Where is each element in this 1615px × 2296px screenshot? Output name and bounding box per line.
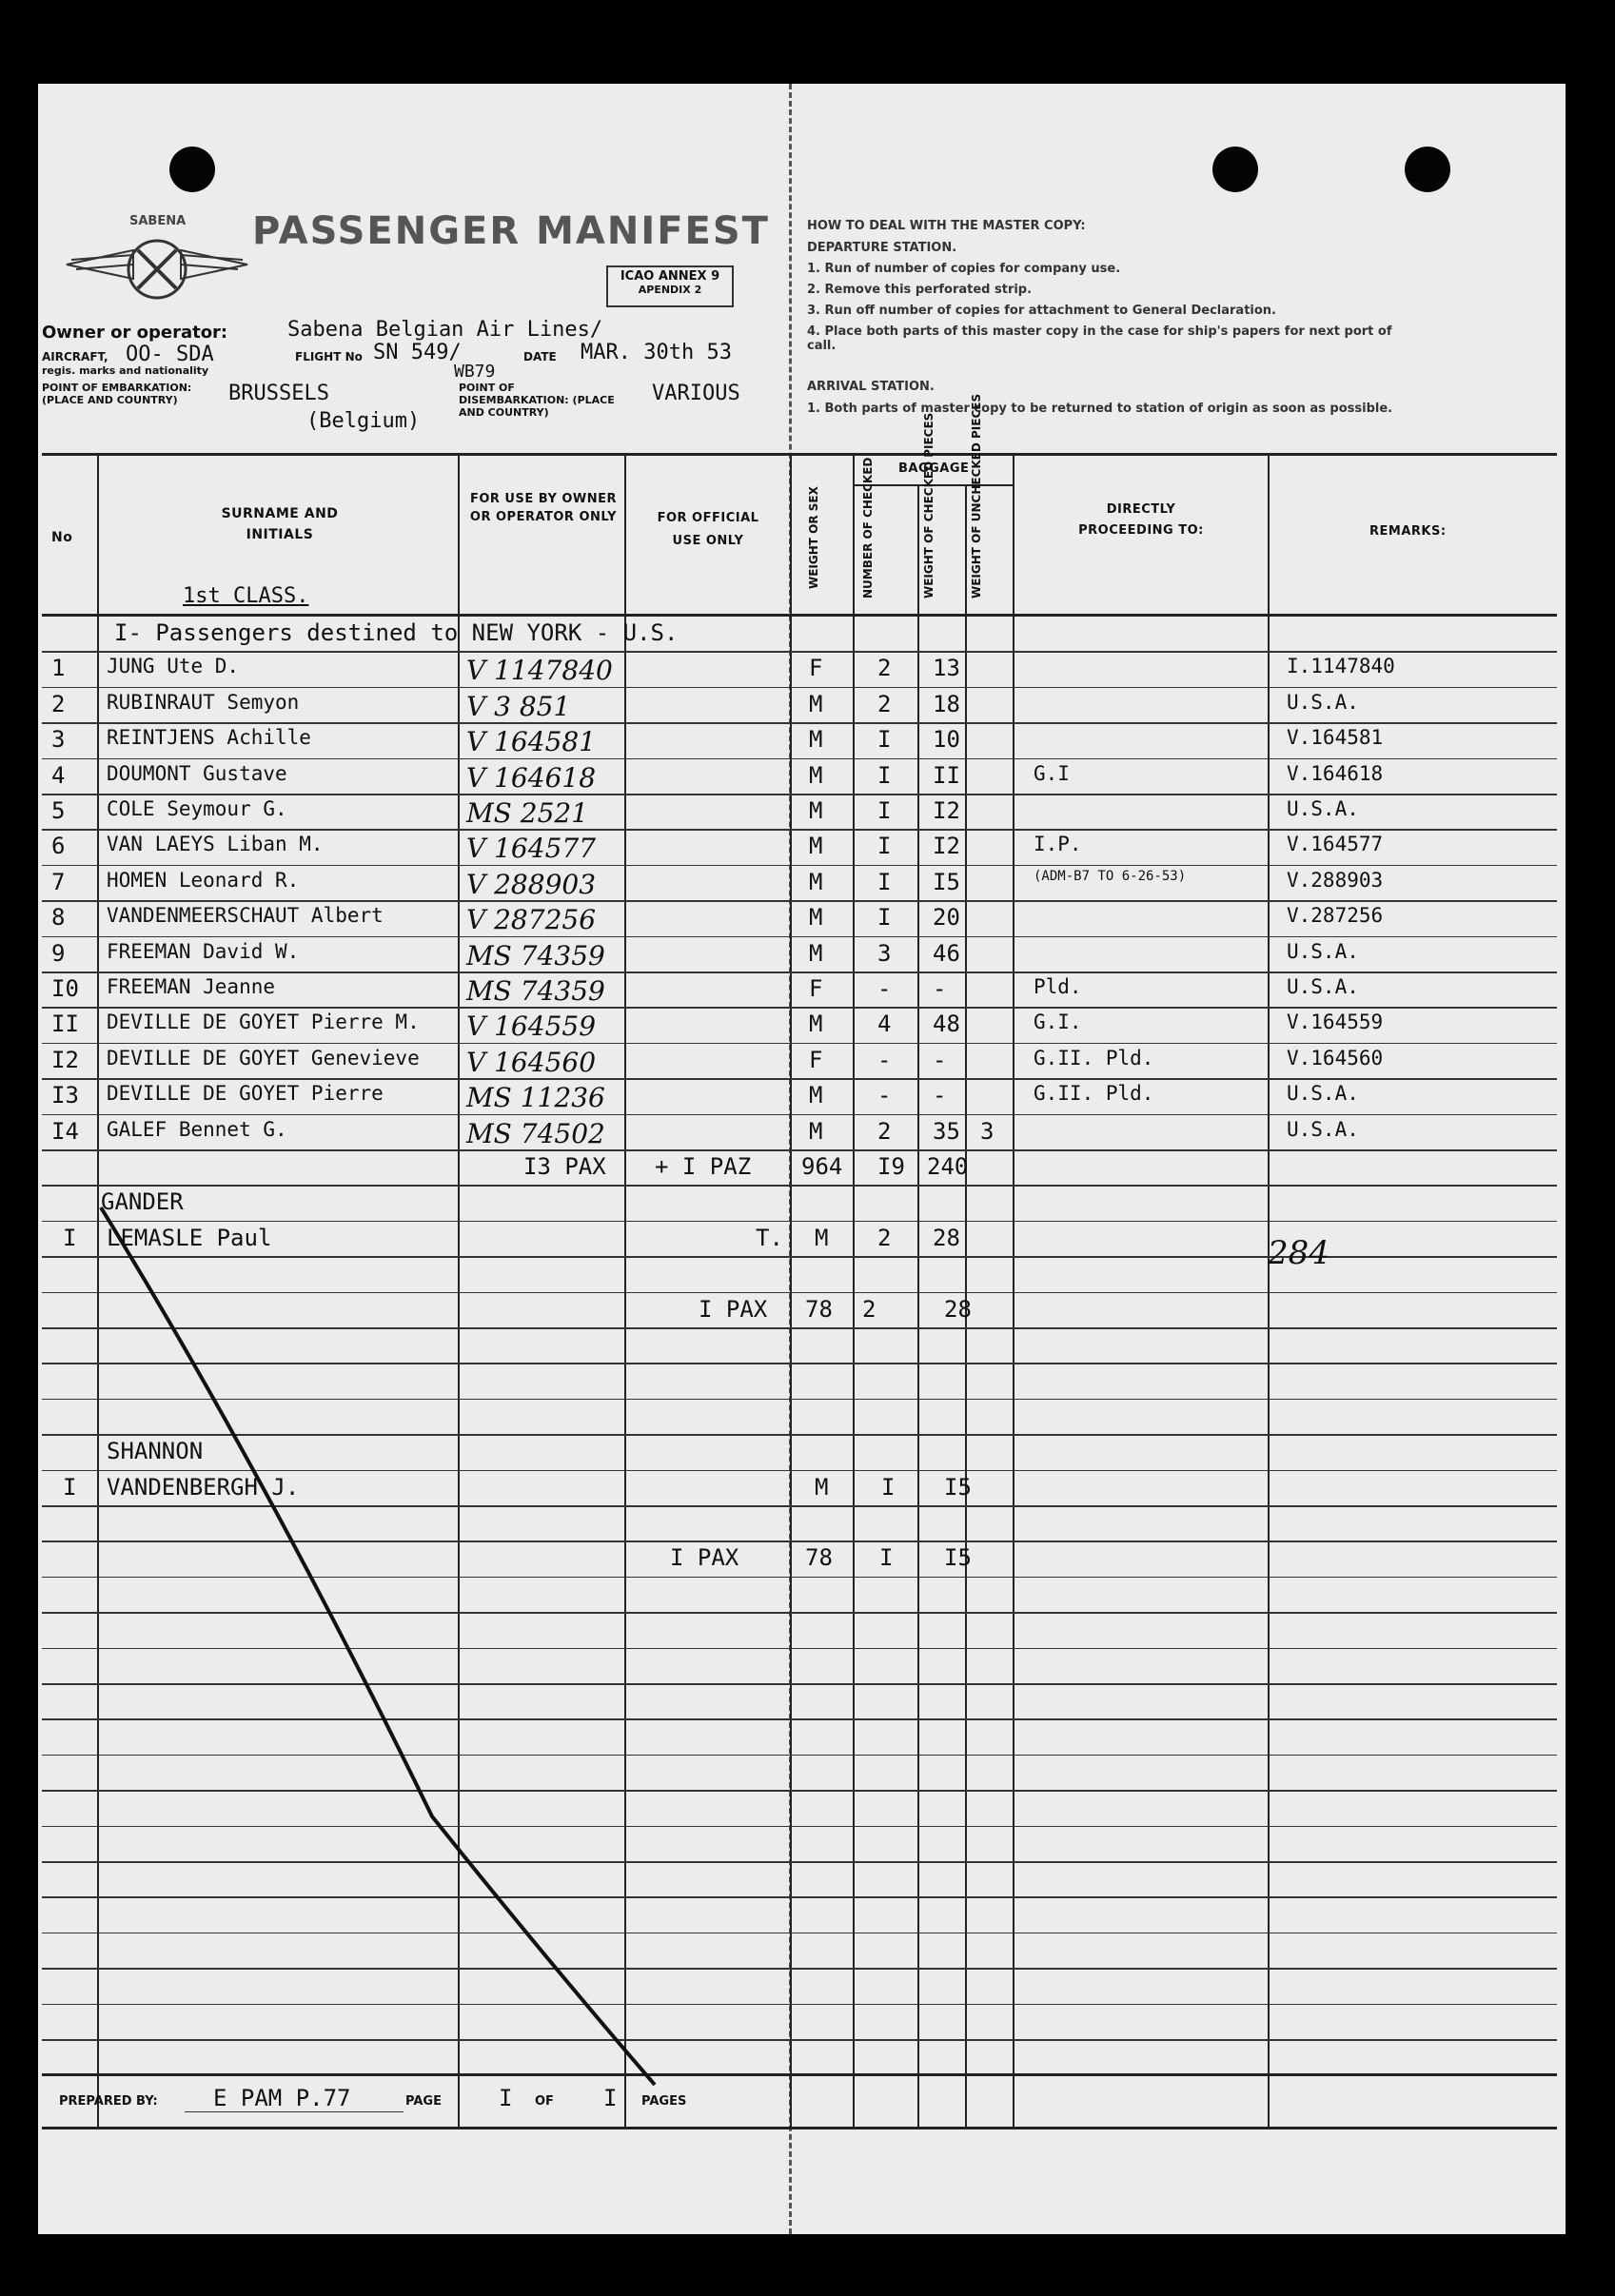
flight-extra: WB79 — [454, 362, 496, 382]
directly-proceeding: G.I. — [1034, 1011, 1082, 1034]
date-value: MAR. 30th 53 — [581, 341, 732, 364]
checked-weight: II — [933, 761, 960, 789]
remark: U.S.A. — [1287, 975, 1359, 998]
handwritten-visa: MS 74359 — [466, 939, 605, 971]
handwritten-visa: V 164577 — [466, 833, 597, 865]
prepared-value: E PAM P.77 — [213, 2085, 351, 2111]
total-official: I PAX — [670, 1544, 739, 1572]
checked-weight: I2 — [933, 797, 960, 824]
handwritten-visa: V 3 851 — [466, 690, 571, 722]
owner-value: Sabena Belgian Air Lines/ — [287, 318, 603, 342]
passenger-name: FREEMAN David W. — [107, 939, 300, 963]
checked-weight: 35 — [933, 1117, 960, 1145]
passenger-sex: M — [809, 726, 823, 754]
checked-weight: 28 — [933, 1224, 960, 1251]
handwritten-visa: V 288903 — [466, 868, 597, 900]
col-weight-unchecked: WEIGHT OF UNCHECKED PIECES — [970, 393, 983, 599]
remark: U.S.A. — [1287, 797, 1359, 820]
aircraft-label: AIRCRAFT, — [42, 350, 108, 363]
passenger-sex: M — [809, 904, 823, 932]
passenger-sex: M — [815, 1473, 829, 1501]
checked-count: I — [877, 761, 892, 789]
row-number: I2 — [51, 1046, 79, 1073]
directly-proceeding: (ADM-B7 TO 6-26-53) — [1034, 868, 1187, 884]
passenger-sex: M — [809, 797, 823, 824]
page-label: PAGE — [405, 2094, 442, 2109]
pages-label: PAGES — [641, 2094, 687, 2109]
checked-weight: - — [933, 975, 947, 1002]
col-owner-use: FOR USE BY OWNER OR OPERATOR ONLY — [469, 492, 618, 524]
remark: V.287256 — [1287, 904, 1384, 928]
row-number: 7 — [51, 868, 66, 895]
row-number: 1 — [51, 655, 66, 682]
remark: V.164577 — [1287, 833, 1384, 856]
aircraft-sub: regis. marks and nationality — [42, 364, 209, 377]
row-number: I0 — [51, 975, 79, 1002]
disembark-value: VARIOUS — [652, 382, 740, 405]
handwritten-visa: V 164618 — [466, 761, 597, 794]
passenger-sex: F — [809, 975, 823, 1002]
flight-label: FLIGHT No — [295, 350, 363, 363]
official-mark: T. — [756, 1224, 783, 1251]
checked-weight: - — [933, 1082, 947, 1109]
of-label: OF — [535, 2094, 554, 2109]
remark: V.164581 — [1287, 726, 1384, 750]
prepared-label: PREPARED BY: — [59, 2094, 158, 2109]
handwritten-visa: V 164560 — [466, 1046, 597, 1078]
checked-weight: 10 — [933, 726, 960, 754]
passenger-name: VANDENBERGH J. — [107, 1473, 300, 1501]
checked-count: I — [877, 833, 892, 860]
passenger-name: VANDENMEERSCHAUT Albert — [107, 904, 384, 928]
total-checked-weight: 240 — [927, 1153, 969, 1180]
section-heading: I- Passengers destined to NEW YORK - U.S. — [114, 619, 679, 646]
punch-hole — [1212, 147, 1258, 192]
prepared-underline — [185, 2111, 404, 2112]
passenger-sex: M — [809, 1117, 823, 1145]
embark-country: (Belgium) — [306, 409, 421, 433]
row-number: 3 — [51, 726, 66, 754]
total-count: I9 — [877, 1153, 905, 1180]
passenger-name: COLE Seymour G. — [107, 797, 287, 820]
remark: V.164560 — [1287, 1046, 1384, 1070]
passenger-sex: M — [809, 1082, 823, 1109]
checked-count: I — [877, 797, 892, 824]
page-title: PASSENGER MANIFEST — [252, 209, 770, 253]
passenger-name: HOMEN Leonard R. — [107, 868, 300, 892]
checked-weight: I2 — [933, 833, 960, 860]
directly-proceeding: G.II. Pld. — [1034, 1082, 1154, 1106]
handwritten-visa: V 287256 — [466, 904, 597, 936]
passenger-name: DEVILLE DE GOYET Pierre M. — [107, 1011, 420, 1034]
row-number: I — [63, 1224, 77, 1251]
row-number: 5 — [51, 797, 66, 824]
checked-count: - — [877, 975, 892, 1002]
handwritten-annotation: 284 — [1268, 1233, 1329, 1272]
passenger-sex: F — [809, 655, 823, 682]
remark: V.288903 — [1287, 868, 1384, 892]
unchecked-weight: 3 — [980, 1117, 995, 1145]
col-official: FOR OFFICIAL USE ONLY — [657, 511, 759, 548]
col-weight-checked: WEIGHT OF CHECKED PIECES — [922, 412, 936, 599]
remark: V.164618 — [1287, 761, 1384, 785]
passenger-name: GALEF Bennet G. — [107, 1117, 287, 1141]
total-checked-weight: I5 — [944, 1544, 972, 1572]
section-heading: SHANNON — [107, 1438, 204, 1465]
directly-proceeding: Pld. — [1034, 975, 1082, 998]
aircraft-value: OO- SDA — [126, 343, 214, 366]
passenger-sex: M — [809, 868, 823, 895]
total-weight: 78 — [805, 1544, 833, 1572]
page-value: I — [499, 2085, 513, 2111]
passenger-name: LEMASLE Paul — [107, 1224, 272, 1251]
passenger-sex: F — [809, 1046, 823, 1073]
handwritten-visa: MS 74502 — [466, 1117, 605, 1149]
row-number: I — [63, 1473, 77, 1501]
owner-label: Owner or operator: — [42, 323, 228, 343]
checked-count: 2 — [877, 690, 892, 717]
col-num-checked: NUMBER OF CHECKED — [861, 457, 875, 599]
handwritten-visa: MS 11236 — [466, 1082, 605, 1114]
instruction-item: 4. Place both parts of this master copy in the case for ship's papers for next port of call. — [807, 324, 1392, 353]
row-number: 2 — [51, 690, 66, 717]
checked-count: I — [877, 726, 892, 754]
passenger-sex: M — [815, 1224, 829, 1251]
manifest-sheet — [38, 84, 1566, 2234]
passenger-name: DEVILLE DE GOYET Genevieve — [107, 1046, 420, 1070]
checked-count: I — [881, 1473, 896, 1501]
col-baggage: BAGGAGE — [898, 461, 970, 476]
embark-value: BRUSSELS — [228, 382, 329, 405]
checked-count: 4 — [877, 1011, 892, 1038]
passenger-sex: M — [809, 833, 823, 860]
instructions-heading: HOW TO DEAL WITH THE MASTER COPY: — [807, 219, 1086, 233]
col-directly: DIRECTLY PROCEEDING TO: — [1078, 502, 1204, 538]
instruction-item: 3. Run off number of copies for attachment to General Declaration. — [807, 304, 1276, 318]
passenger-sex: M — [809, 690, 823, 717]
row-number: I3 — [51, 1082, 79, 1109]
arrival-station: ARRIVAL STATION. — [807, 380, 935, 394]
icao-annex: ICAO ANNEX 9 — [620, 269, 720, 284]
checked-count: 2 — [877, 655, 892, 682]
handwritten-visa: V 164559 — [466, 1011, 597, 1043]
handwritten-visa: V 164581 — [466, 726, 597, 758]
remark: U.S.A. — [1287, 690, 1359, 714]
row-number: 8 — [51, 904, 66, 932]
checked-count: I — [877, 904, 892, 932]
passenger-name: FREEMAN Jeanne — [107, 975, 276, 998]
row-number: I4 — [51, 1117, 79, 1145]
row-number: II — [51, 1011, 79, 1038]
directly-proceeding: G.II. Pld. — [1034, 1046, 1154, 1070]
total-owner: I3 PAX — [523, 1153, 606, 1180]
checked-count: 2 — [877, 1117, 892, 1145]
remark: U.S.A. — [1287, 939, 1359, 963]
total-count: 2 — [862, 1295, 876, 1323]
checked-weight: 18 — [933, 690, 960, 717]
passenger-sex: M — [809, 1011, 823, 1038]
class-label: 1st CLASS. — [183, 584, 309, 608]
embark-label: POINT OF EMBARKATION: (PLACE AND COUNTRY) — [42, 382, 192, 406]
checked-weight: 48 — [933, 1011, 960, 1038]
instruction-item: 2. Remove this perforated strip. — [807, 283, 1033, 297]
passenger-name: RUBINRAUT Semyon — [107, 690, 300, 714]
arrival-item: 1. Both parts of master copy to be returned to station of origin as soon as possible. — [807, 402, 1393, 416]
passenger-name: JUNG Ute D. — [107, 655, 240, 678]
col-weight-sex: WEIGHT OR SEX — [807, 486, 820, 589]
passenger-name: DEVILLE DE GOYET Pierre — [107, 1082, 384, 1106]
directly-proceeding: I.P. — [1034, 833, 1082, 856]
row-number: 6 — [51, 833, 66, 860]
total-official: I PAX — [699, 1295, 768, 1323]
total-count: I — [879, 1544, 894, 1572]
handwritten-visa: V 1147840 — [466, 655, 613, 687]
checked-weight: I5 — [933, 868, 960, 895]
logo-text: SABENA — [129, 214, 187, 228]
handwritten-visa: MS 2521 — [466, 797, 589, 829]
instruction-item: 1. Run of number of copies for company use. — [807, 262, 1121, 276]
section-heading: GANDER — [101, 1188, 184, 1216]
icao-appendix: APENDIX 2 — [638, 284, 702, 296]
checked-count: 2 — [877, 1224, 892, 1251]
checked-weight: 20 — [933, 904, 960, 932]
handwritten-visa: MS 74359 — [466, 975, 605, 1007]
checked-count: - — [877, 1082, 892, 1109]
disembark-label: POINT OF DISEMBARKATION: (PLACE AND COUNTRY) — [459, 382, 615, 419]
checked-weight: 13 — [933, 655, 960, 682]
row-number: 4 — [51, 761, 66, 789]
row-number: 9 — [51, 939, 66, 967]
remark: I.1147840 — [1287, 655, 1395, 678]
checked-weight: - — [933, 1046, 947, 1073]
col-surname: SURNAME AND INITIALS — [221, 506, 339, 542]
departure-station: DEPARTURE STATION. — [807, 241, 957, 255]
flight-value: SN 549/ — [373, 341, 462, 364]
total-checked-weight: 28 — [944, 1295, 972, 1323]
passenger-name: REINTJENS Achille — [107, 726, 311, 750]
checked-weight: I5 — [944, 1473, 972, 1501]
col-remarks: REMARKS: — [1369, 524, 1447, 539]
passenger-sex: M — [809, 939, 823, 967]
remark: U.S.A. — [1287, 1082, 1359, 1106]
date-label: DATE — [523, 350, 557, 363]
punch-hole — [169, 147, 215, 192]
remark: V.164559 — [1287, 1011, 1384, 1034]
passenger-name: DOUMONT Gustave — [107, 761, 287, 785]
passenger-sex: M — [809, 761, 823, 789]
icao-box — [606, 265, 734, 307]
directly-proceeding: G.I — [1034, 761, 1070, 785]
checked-count: 3 — [877, 939, 892, 967]
pages-value: I — [603, 2085, 618, 2111]
total-weight: 964 — [801, 1153, 843, 1180]
checked-count: I — [877, 868, 892, 895]
total-official: + I PAZ — [655, 1153, 752, 1180]
total-weight: 78 — [805, 1295, 833, 1323]
passenger-name: VAN LAEYS Liban M. — [107, 833, 324, 856]
punch-hole — [1405, 147, 1450, 192]
checked-count: - — [877, 1046, 892, 1073]
col-no: No — [51, 530, 73, 545]
checked-weight: 46 — [933, 939, 960, 967]
remark: U.S.A. — [1287, 1117, 1359, 1141]
